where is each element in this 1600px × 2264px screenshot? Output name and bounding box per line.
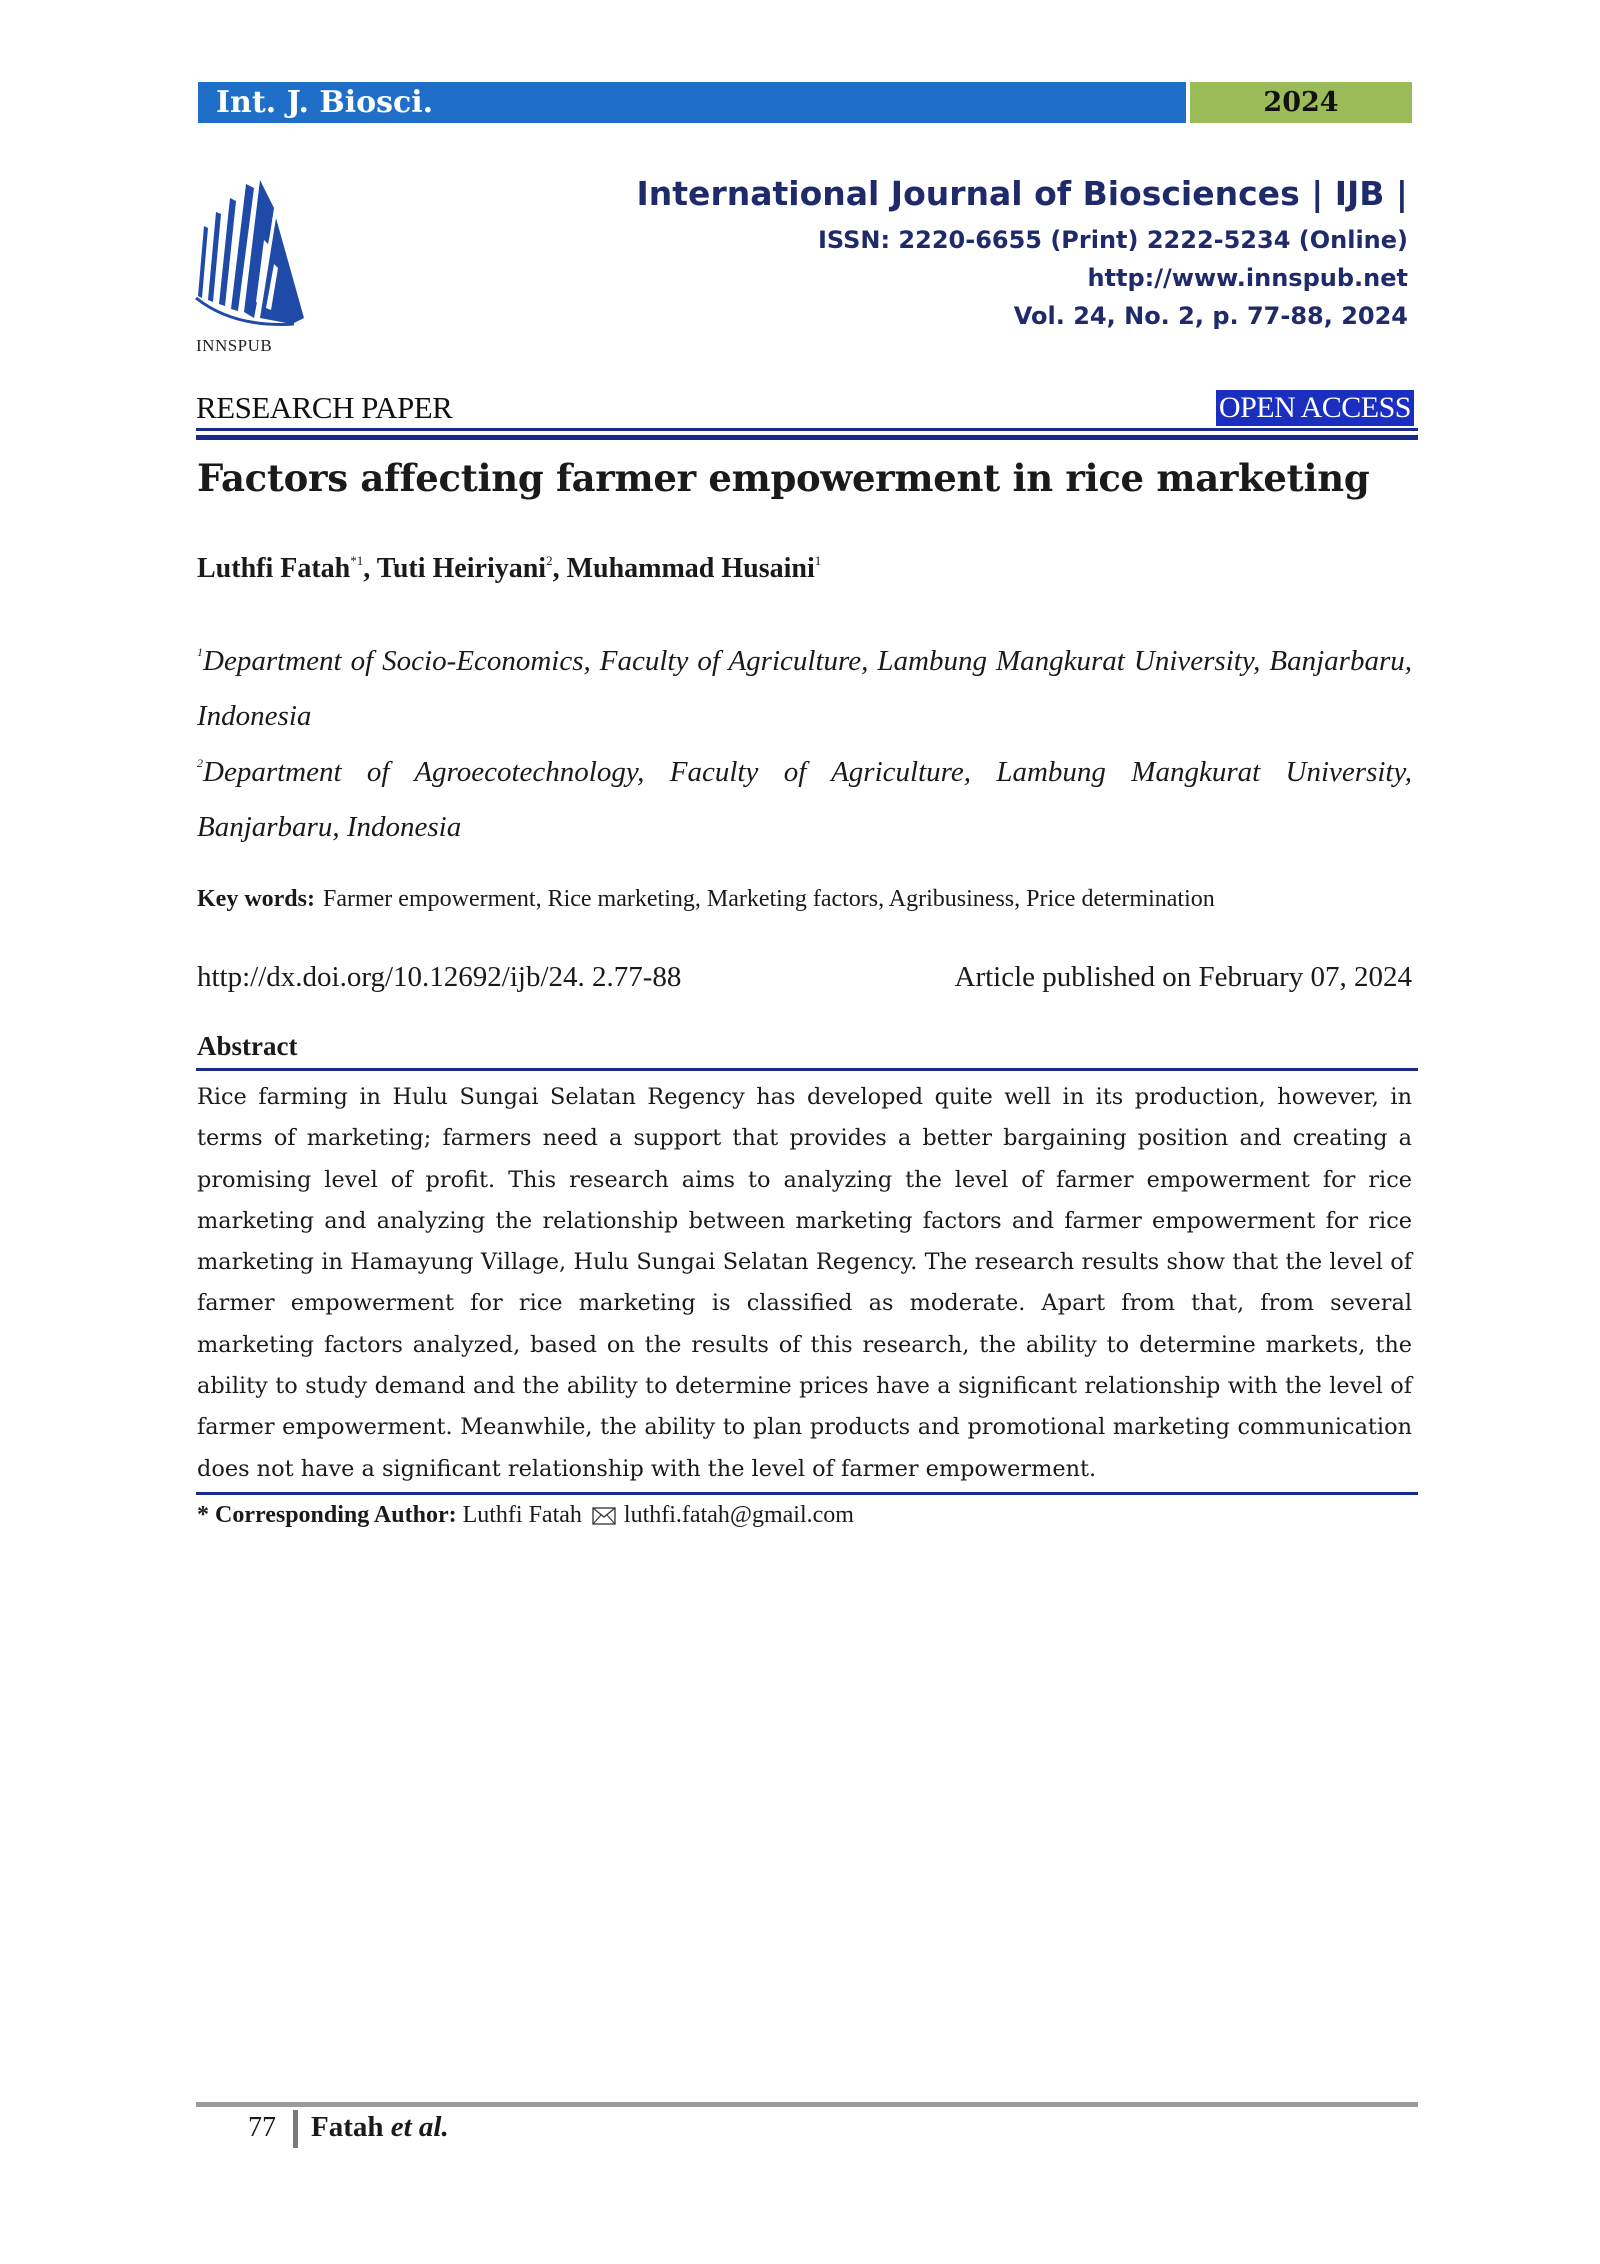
abstract-heading: Abstract	[197, 1031, 298, 1061]
publication-date: Article published on February 07, 2024	[954, 961, 1412, 993]
footer-author	[311, 2111, 449, 2144]
author-separator: ,	[552, 553, 567, 584]
abstract-rule-bottom	[196, 1492, 1418, 1495]
author-list	[197, 553, 821, 585]
running-header-year: 2024	[1190, 82, 1412, 123]
envelope-icon	[592, 1507, 616, 1525]
journal-issn: ISSN: 2220-6655 (Print) 2222-5234 (Online)	[817, 226, 1408, 254]
abstract-text: Rice farming in Hulu Sungai Selatan Regency has developed quite well in its production, however, in terms of marketing; farmers need a support that provides a better bargaining position and creating a promising level of profit. This research aims to analyzing the level of farmer empowerment for rice marketing and analyzing the relationship between marketing factors and farmer empowerment for rice marketing in Hamayung Village, Hulu Sungai Selatan Regency. The research results show that the level of farmer empowerment for rice marketing is classified as moderate. Apart from that, from several marketing factors analyzed, based on the results of this research, the ability to determine markets, the ability to study demand and the ability to determine prices have a significant relationship with the level of farmer empowerment. Meanwhile, the ability to plan products and promotional marketing communication does not have a significant relationship with the level of farmer empowerment.	[197, 1084, 1412, 1482]
affiliation-text: Department of Socio-Economics, Faculty of Agriculture, Lambung Mangkurat University, Banjarbaru, Indonesia	[197, 645, 1412, 732]
running-header-journal: Int. J. Biosci.	[198, 82, 1186, 123]
publisher-name: INNSPUB	[196, 336, 273, 355]
corresponding-author	[197, 1502, 854, 1529]
author-affiliation-mark: 2	[546, 553, 553, 568]
abstract-rule-top	[196, 1068, 1418, 1071]
journal-url[interactable]: http://www.innspub.net	[1087, 264, 1408, 292]
author-name: Muhammad Husaini	[566, 553, 815, 584]
author-separator: ,	[363, 553, 377, 584]
keywords-line	[197, 886, 1215, 913]
affiliation-mark: 1	[197, 645, 203, 659]
footer-rule	[196, 2102, 1418, 2107]
author-affiliation-mark: 1	[814, 553, 822, 568]
footer-divider	[293, 2110, 298, 2148]
affiliation-1	[197, 625, 1412, 744]
paper-title: Factors affecting farmer empowerment in rice marketing	[197, 456, 1370, 500]
affiliation-mark: 2	[197, 756, 203, 770]
page-number: 77	[248, 2112, 276, 2143]
doi-link[interactable]: http://dx.doi.org/10.12692/ijb/24. 2.77-88	[197, 961, 682, 993]
book-stack-icon	[194, 178, 306, 328]
corresponding-label: Corresponding Author:	[215, 1502, 457, 1528]
affiliation-2	[197, 736, 1412, 855]
footer-et-al: et al.	[390, 2111, 449, 2143]
keywords-label: Key words:	[197, 886, 315, 912]
header-rule-thin	[196, 428, 1418, 431]
open-access-badge[interactable]: OPEN ACCESS	[1216, 390, 1414, 426]
journal-title: International Journal of Biosciences | IJB |	[636, 174, 1408, 213]
header-rule-thick	[196, 435, 1418, 440]
affiliation-text: Department of Agroecotechnology, Faculty of Agriculture, Lambung Mangkurat University, Banjarbaru, Indonesia	[197, 756, 1412, 843]
keywords-text: Farmer empowerment, Rice marketing, Marketing factors, Agribusiness, Price determination	[322, 886, 1215, 912]
corresponding-name: Luthfi Fatah	[462, 1502, 582, 1528]
corresponding-email[interactable]: luthfi.fatah@gmail.com	[623, 1502, 854, 1528]
author-name: Luthfi Fatah	[197, 553, 351, 584]
author-name: Tuti Heiriyani	[376, 553, 547, 584]
corresponding-marker: *	[197, 1502, 209, 1528]
author-affiliation-mark: *1	[350, 553, 364, 568]
footer-author-name: Fatah	[311, 2111, 384, 2143]
journal-volume: Vol. 24, No. 2, p. 77-88, 2024	[1013, 302, 1408, 330]
paper-type-label: RESEARCH PAPER	[196, 390, 453, 425]
